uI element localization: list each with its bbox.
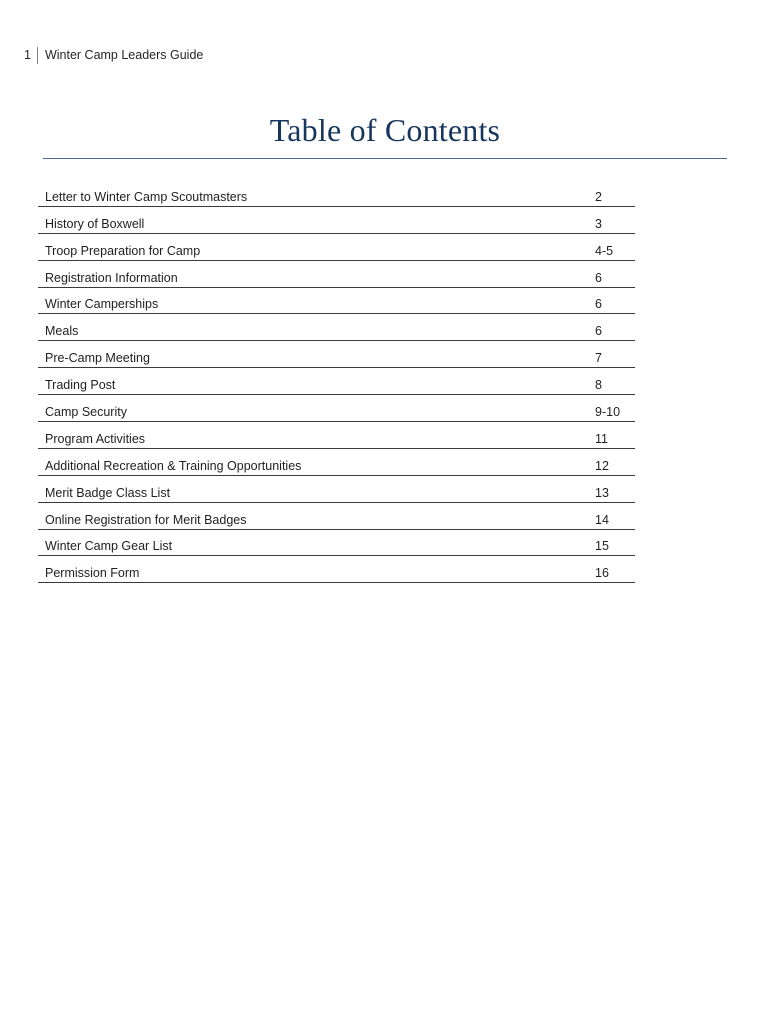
toc-page: 7 [595, 351, 602, 366]
toc-row[interactable] [38, 395, 635, 422]
toc-entry: History of Boxwell [45, 216, 145, 231]
toc-entry: Trading Post [45, 378, 116, 393]
toc-entry: Camp Security [45, 405, 127, 420]
toc-row[interactable] [38, 556, 635, 583]
toc-page: 9-10 [595, 405, 621, 420]
toc-row[interactable] [38, 261, 635, 288]
toc-entry: Troop Preparation for Camp [45, 243, 201, 258]
toc-row[interactable] [38, 341, 635, 368]
toc-row[interactable] [38, 207, 635, 234]
toc-page: 13 [595, 485, 609, 500]
toc-page: 14 [595, 512, 609, 527]
header-document-title: Winter Camp Leaders Guide [44, 48, 204, 62]
toc-row[interactable] [38, 422, 635, 449]
toc-entry: Pre-Camp Meeting [45, 351, 150, 366]
toc-row[interactable] [38, 503, 635, 530]
toc-row[interactable] [38, 449, 635, 476]
toc-row[interactable] [38, 530, 635, 557]
toc-row[interactable] [38, 288, 635, 315]
toc-entry: Program Activities [45, 431, 146, 446]
toc-entry: Letter to Winter Camp Scoutmasters [45, 189, 248, 204]
toc-row[interactable] [38, 368, 635, 395]
toc-entry: Merit Badge Class List [45, 485, 171, 500]
toc-entry: Additional Recreation & Training Opportunities [45, 458, 302, 473]
toc-entry: Online Registration for Merit Badges [45, 512, 247, 527]
toc-row[interactable] [38, 180, 635, 207]
page-title: Table of Contents [269, 112, 501, 148]
toc-row[interactable] [38, 476, 635, 503]
toc-page: 8 [595, 378, 602, 393]
toc-page: 16 [595, 566, 609, 581]
toc-page: 4-5 [595, 243, 614, 258]
toc-list [38, 180, 635, 583]
title-underline [43, 158, 727, 159]
toc-page: 12 [595, 458, 609, 473]
toc-page: 6 [595, 297, 602, 312]
toc-entry: Permission Form [45, 566, 140, 581]
toc-entry: Winter Camperships [45, 297, 159, 312]
toc-entry: Winter Camp Gear List [45, 539, 173, 554]
header-separator [37, 47, 38, 64]
toc-page: 11 [595, 431, 608, 446]
toc-row[interactable] [38, 234, 635, 261]
toc-page: 6 [595, 270, 602, 285]
header-page-number: 1 [24, 48, 31, 62]
toc-row[interactable] [38, 314, 635, 341]
toc-page: 3 [595, 216, 602, 231]
toc-page: 15 [595, 539, 609, 554]
toc-page: 2 [595, 189, 602, 204]
toc-page: 6 [595, 324, 602, 339]
toc-entry: Meals [45, 324, 79, 339]
toc-entry: Registration Information [45, 270, 178, 285]
running-header [24, 46, 203, 64]
